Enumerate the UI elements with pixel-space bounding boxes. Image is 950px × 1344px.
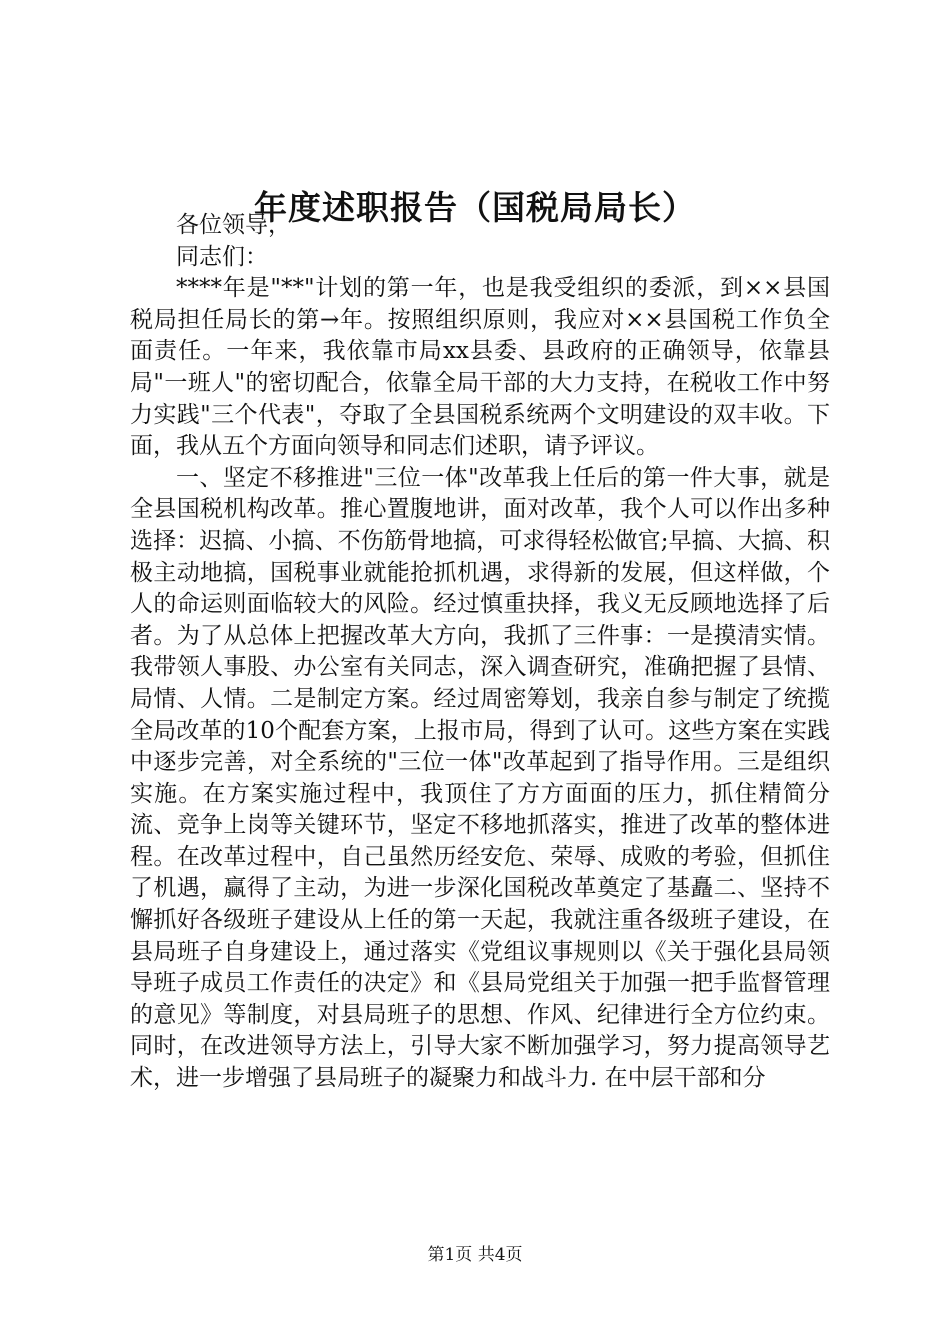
paragraph-reform: 一、坚定不移推进"三位一体"改革我上任后的第一件大事，就是全县国税机构改革。推心置腹地讲，面对改革，我个人可以作出多种选择：迟搞、小搞、不伤筋骨地搞，可求得轻松做官;早搞、大搞、积极主动地搞，国税事业就能抢抓机遇，求得新的发展，但这样做，个人的命运则面临较大的风险。经过慎重抉择，我义无反顾地选择了后者。为了从总体上把握改革大方向，我抓了三件事：一是摸清实情。我带领人事股、办公室有关同志，深入调查研究，准确把握了县情、局情、人情。二是制定方案。经过周密筹划，我亲自参与制定了统揽全局改革的10个配套方案，上报市局，得到了认可。这些方案在实践中逐步完善，对全系统的"三位一体"改革起到了指导作用。三是组织实施。在方案实施过程中，我顶住了方方面面的压力，抓住精简分流、竞争上岗等关键环节，坚定不移地抓落实，推进了改革的整体进程。在改革过程中，自己虽然历经安危、荣辱、成败的考验，但抓住了机遇，赢得了主动，为进一步深化国税改革奠定了基矗二、坚持不懈抓好各级班子建设从上任的第一天起，我就注重各级班子建设，在县局班子自身建设上，通过落实《党组议事规则以《关于强化县局领导班子成员工作责任的决定》和《县局党组关于加强一把手监督管理的意见》等制度，对县局班子的思想、作风、纪律进行全方位约束。同时，在改进领导方法上，引导大家不断加强学习，努力提高领导艺术，进一步增强了县局班子的凝聚力和战斗力. 在中层干部和分 — [130, 464, 830, 1092]
salutation-comrades: 同志们： — [176, 243, 268, 270]
document-body — [130, 210, 830, 1095]
page-footer: 第1页 共4页 — [427, 1245, 523, 1265]
document-title: 年度述职报告（国税局局长） — [254, 188, 696, 227]
salutation-leaders: 各位领导， — [176, 212, 291, 238]
paragraph-intro: ****年是"**"计划的第一年，也是我受组织的委派，到××县国税局担任局长的第→年。按照组织原则，我应对××县国税工作负全面责任。一年来，我依靠市局xx县委、县政府的正确领导，依靠县局"一班人"的密切配合，依靠全局干部的大力支持，在税收工作中努力实践"三个代表"，夺取了全县国税系统两个文明建设的双丰收。下面，我从五个方面向领导和同志们述职，请予评议。 — [130, 275, 830, 460]
